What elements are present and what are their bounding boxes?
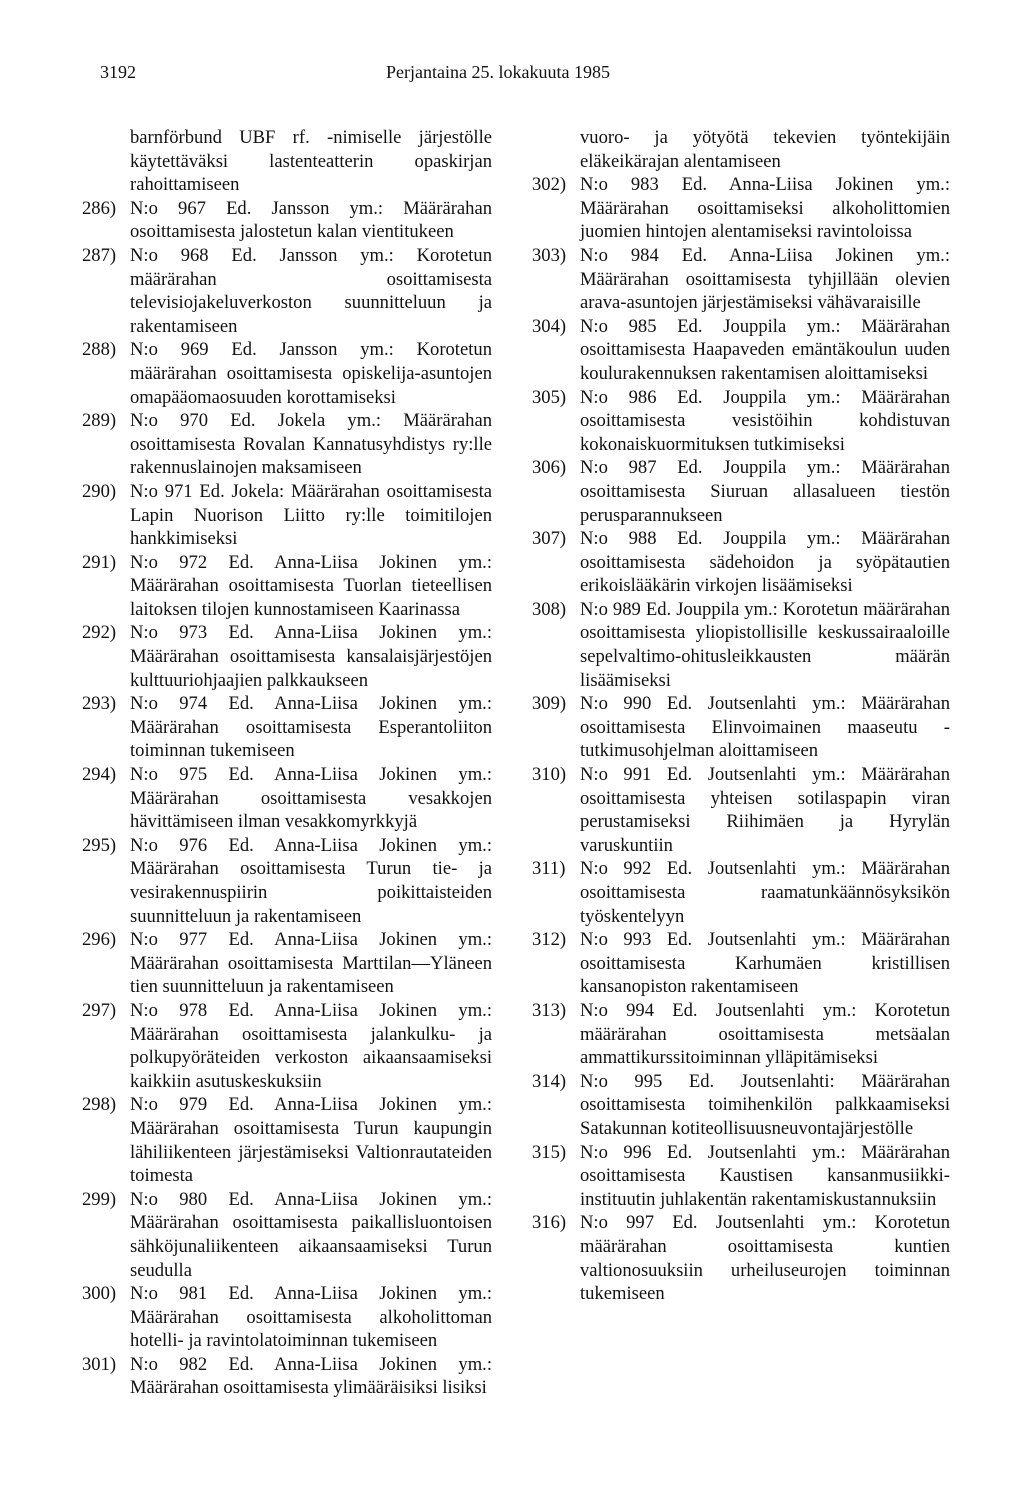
entry-text: N:o 987 Ed. Jouppila ym.: Määrärahan osoittamisesta Siuruan allasalueen tiestön perusparannukseen bbox=[580, 457, 950, 526]
entry-number: 315) bbox=[532, 1141, 567, 1163]
entry-number: 295) bbox=[82, 834, 117, 856]
entry-text: N:o 971 Ed. Jokela: Määrärahan osoittamisesta Lapin Nuorison Liitto ry:lle toimitilojen hankkimiseksi bbox=[130, 480, 492, 550]
list-item bbox=[532, 527, 950, 598]
right-entries-list bbox=[532, 173, 950, 1306]
entry-text: N:o 986 Ed. Jouppila ym.: Määrärahan osoittamisesta vesistöihin kohdistuvan kokonaiskuormituksen tutkimiseksi bbox=[580, 386, 950, 455]
list-item bbox=[82, 1353, 492, 1400]
entry-text: N:o 985 Ed. Jouppila ym.: Määrärahan osoittamisesta Haapaveden emäntäkoulun uuden koulurakennuksen rakentamisen aloittamiseksi bbox=[580, 315, 950, 384]
entry-number: 309) bbox=[532, 693, 567, 715]
entry-number: 312) bbox=[532, 929, 567, 951]
entry-number: 291) bbox=[82, 551, 117, 573]
list-item bbox=[82, 1188, 492, 1282]
entry-text: N:o 989 Ed. Jouppila ym.: Korotetun määrärahan osoittamisesta yliopistollisille keskussairaaloille sepelvaltimo-ohitusleikkausten määrän lisäämiseksi bbox=[580, 598, 950, 691]
list-item bbox=[532, 244, 950, 315]
entry-text: N:o 979 Ed. Anna-Liisa Jokinen ym.: Määrärahan osoittamisesta Turun kaupungin lähiliikenteen järjestämiseksi Valtionrautateiden toimesta bbox=[130, 1094, 492, 1187]
entry-text: N:o 988 Ed. Jouppila ym.: Määrärahan osoittamisesta sädehoidon ja syöpätautien erikoislääkärin virkojen lisäämiseksi bbox=[580, 528, 950, 597]
entry-number: 306) bbox=[532, 457, 567, 479]
entry-text: N:o 981 Ed. Anna-Liisa Jokinen ym.: Määrärahan osoittamisesta alkoholittoman hotelli- ja ravintolatoiminnan tukemiseen bbox=[130, 1283, 492, 1352]
entry-text: N:o 983 Ed. Anna-Liisa Jokinen ym.: Määrärahan osoittamiseksi alkoholittomien juomien hintojen alentamiseksi ravintoloissa bbox=[580, 174, 950, 243]
running-title: Perjantaina 25. lokakuuta 1985 bbox=[386, 62, 610, 82]
list-item bbox=[82, 1282, 492, 1353]
list-item bbox=[82, 692, 492, 763]
list-item bbox=[82, 1093, 492, 1187]
page-number: 3192 bbox=[100, 62, 136, 82]
entry-text: N:o 980 Ed. Anna-Liisa Jokinen ym.: Määrärahan osoittamisesta paikallisluontoisen sähköjunaliikenteen aikaansaamiseksi Turun seudulla bbox=[130, 1188, 492, 1281]
entry-number: 286) bbox=[82, 197, 117, 219]
list-item bbox=[532, 386, 950, 457]
entry-number: 316) bbox=[532, 1212, 567, 1234]
entry-number: 303) bbox=[532, 244, 567, 266]
list-item bbox=[532, 315, 950, 386]
right-column bbox=[532, 126, 950, 1306]
left-column bbox=[82, 126, 492, 1400]
list-item bbox=[532, 598, 950, 692]
entry-number: 307) bbox=[532, 528, 567, 550]
list-item bbox=[532, 1141, 950, 1212]
list-item bbox=[82, 928, 492, 999]
left-entries-list bbox=[82, 197, 492, 1400]
entry-number: 289) bbox=[82, 410, 117, 432]
entry-number: 310) bbox=[532, 764, 567, 786]
entry-text: N:o 969 Ed. Jansson ym.: Korotetun määrärahan osoittamisesta opiskelija-asuntojen omapääomaosuuden korottamiseksi bbox=[130, 339, 492, 408]
entry-number: 311) bbox=[532, 858, 566, 880]
entry-text: N:o 973 Ed. Anna-Liisa Jokinen ym.: Määrärahan osoittamisesta kansalaisjärjestöjen kulttuuriohjaajien palkkaukseen bbox=[130, 622, 492, 691]
entry-number: 305) bbox=[532, 386, 567, 408]
entry-number: 297) bbox=[82, 999, 117, 1021]
entry-number: 287) bbox=[82, 244, 117, 266]
list-item bbox=[532, 763, 950, 857]
list-item bbox=[532, 1070, 950, 1141]
entry-number: 301) bbox=[82, 1353, 117, 1375]
entry-number: 292) bbox=[82, 622, 117, 644]
entry-text: N:o 990 Ed. Joutsenlahti ym.: Määrärahan osoittamisesta Elinvoimainen maaseutu -tutkimusohjelman aloittamiseen bbox=[580, 693, 950, 762]
entry-number: 300) bbox=[82, 1283, 117, 1305]
list-item bbox=[532, 857, 950, 928]
entry-text: N:o 975 Ed. Anna-Liisa Jokinen ym.: Määrärahan osoittamisesta vesakkojen hävittämiseen ilman vesakkomyrkkyjä bbox=[130, 764, 492, 833]
entry-text: N:o 978 Ed. Anna-Liisa Jokinen ym.: Määrärahan osoittamisesta jalankulku- ja polkupyöräteiden verkoston aikaansaamiseksi kaikkiin asutuskeskuksiin bbox=[130, 999, 492, 1092]
entry-number: 290) bbox=[82, 480, 117, 502]
entry-text: N:o 993 Ed. Joutsenlahti ym.: Määrärahan osoittamisesta Karhumäen kristillisen kansanopiston rakentamiseen bbox=[580, 929, 950, 998]
entry-number: 288) bbox=[82, 339, 117, 361]
list-item bbox=[532, 1211, 950, 1305]
list-item bbox=[82, 409, 492, 480]
entry-text: N:o 997 Ed. Joutsenlahti ym.: Korotetun määrärahan osoittamisesta kuntien valtionosuuksiin urheiluseurojen toiminnan tukemiseen bbox=[580, 1212, 950, 1305]
list-item bbox=[82, 621, 492, 692]
right-continuation: vuoro- ja yötyötä tekevien työntekijäin eläkeikärajan alentamiseen bbox=[580, 127, 950, 172]
entry-text: N:o 974 Ed. Anna-Liisa Jokinen ym.: Määrärahan osoittamisesta Esperantoliiton toiminnan tukemiseen bbox=[130, 693, 492, 762]
page-header bbox=[0, 62, 1024, 88]
list-item bbox=[82, 338, 492, 409]
entry-number: 294) bbox=[82, 764, 117, 786]
entry-number: 296) bbox=[82, 929, 117, 951]
entry-text: N:o 992 Ed. Joutsenlahti ym.: Määrärahan osoittamisesta raamatunkäännösyksikön työskentelyyn bbox=[580, 858, 950, 927]
entry-text: N:o 977 Ed. Anna-Liisa Jokinen ym.: Määrärahan osoittamisesta Marttilan—Yläneen tien suunnitteluun ja rakentamiseen bbox=[130, 929, 492, 998]
list-item bbox=[532, 456, 950, 527]
entry-text: N:o 984 Ed. Anna-Liisa Jokinen ym.: Määrärahan osoittamisesta tyhjillään olevien arava-asuntojen järjestämiseksi vähävaraisille bbox=[580, 244, 950, 314]
list-item bbox=[82, 480, 492, 551]
left-continuation: barnförbund UBF rf. -nimiselle järjestölle käytettäväksi lastenteatterin opaskirjan rahoittamiseen bbox=[130, 127, 492, 196]
entry-text: N:o 967 Ed. Jansson ym.: Määrärahan osoittamisesta jalostetun kalan vientitukeen bbox=[130, 197, 492, 243]
list-item bbox=[82, 551, 492, 622]
entry-text: N:o 996 Ed. Joutsenlahti ym.: Määrärahan osoittamisesta Kaustisen kansanmusiikki-instituutin juhlakentän rakentamiskustannuksiin bbox=[580, 1141, 950, 1210]
list-item bbox=[532, 928, 950, 999]
entry-text: N:o 972 Ed. Anna-Liisa Jokinen ym.: Määrärahan osoittamisesta Tuorlan tieteellisen laitoksen tilojen kunnostamiseen Kaarinassa bbox=[130, 551, 492, 620]
list-item bbox=[82, 763, 492, 834]
list-item bbox=[532, 173, 950, 244]
entry-number: 293) bbox=[82, 693, 117, 715]
entry-number: 299) bbox=[82, 1188, 117, 1210]
list-item bbox=[532, 999, 950, 1070]
entry-number: 298) bbox=[82, 1094, 117, 1116]
entry-text: N:o 976 Ed. Anna-Liisa Jokinen ym.: Määrärahan osoittamisesta Turun tie- ja vesirakennuspiirin poikittaisteiden suunnitteluun ja rakentamiseen bbox=[130, 834, 492, 927]
entry-number: 302) bbox=[532, 174, 567, 196]
entry-text: N:o 982 Ed. Anna-Liisa Jokinen ym.: Määrärahan osoittamisesta ylimääräisiksi lisiksi bbox=[130, 1353, 492, 1399]
entry-text: N:o 991 Ed. Joutsenlahti ym.: Määrärahan osoittamisesta yhteisen sotilaspapin viran perustamiseksi Riihimäen ja Hyrylän varuskuntiin bbox=[580, 764, 950, 856]
entry-text: N:o 995 Ed. Joutsenlahti: Määrärahan osoittamisesta toimihenkilön palkkaamiseksi Satakunnan kotiteollisuusneuvontajärjestölle bbox=[580, 1070, 950, 1139]
list-item bbox=[82, 999, 492, 1093]
entry-number: 308) bbox=[532, 598, 567, 620]
entry-text: N:o 970 Ed. Jokela ym.: Määrärahan osoittamisesta Rovalan Kannatusyhdistys ry:lle rakennuslainojen maksamiseen bbox=[130, 410, 492, 479]
list-item bbox=[82, 197, 492, 244]
entry-number: 313) bbox=[532, 999, 567, 1021]
list-item bbox=[82, 834, 492, 928]
entry-text: N:o 968 Ed. Jansson ym.: Korotetun määrärahan osoittamisesta televisiojakeluverkoston suunnitteluun ja rakentamiseen bbox=[130, 244, 492, 337]
list-item bbox=[532, 692, 950, 763]
entry-number: 304) bbox=[532, 315, 567, 337]
list-item bbox=[82, 244, 492, 338]
entry-number: 314) bbox=[532, 1070, 567, 1092]
entry-text: N:o 994 Ed. Joutsenlahti ym.: Korotetun määrärahan osoittamisesta metsäalan ammattikurssitoiminnan ylläpitämiseksi bbox=[580, 999, 950, 1069]
